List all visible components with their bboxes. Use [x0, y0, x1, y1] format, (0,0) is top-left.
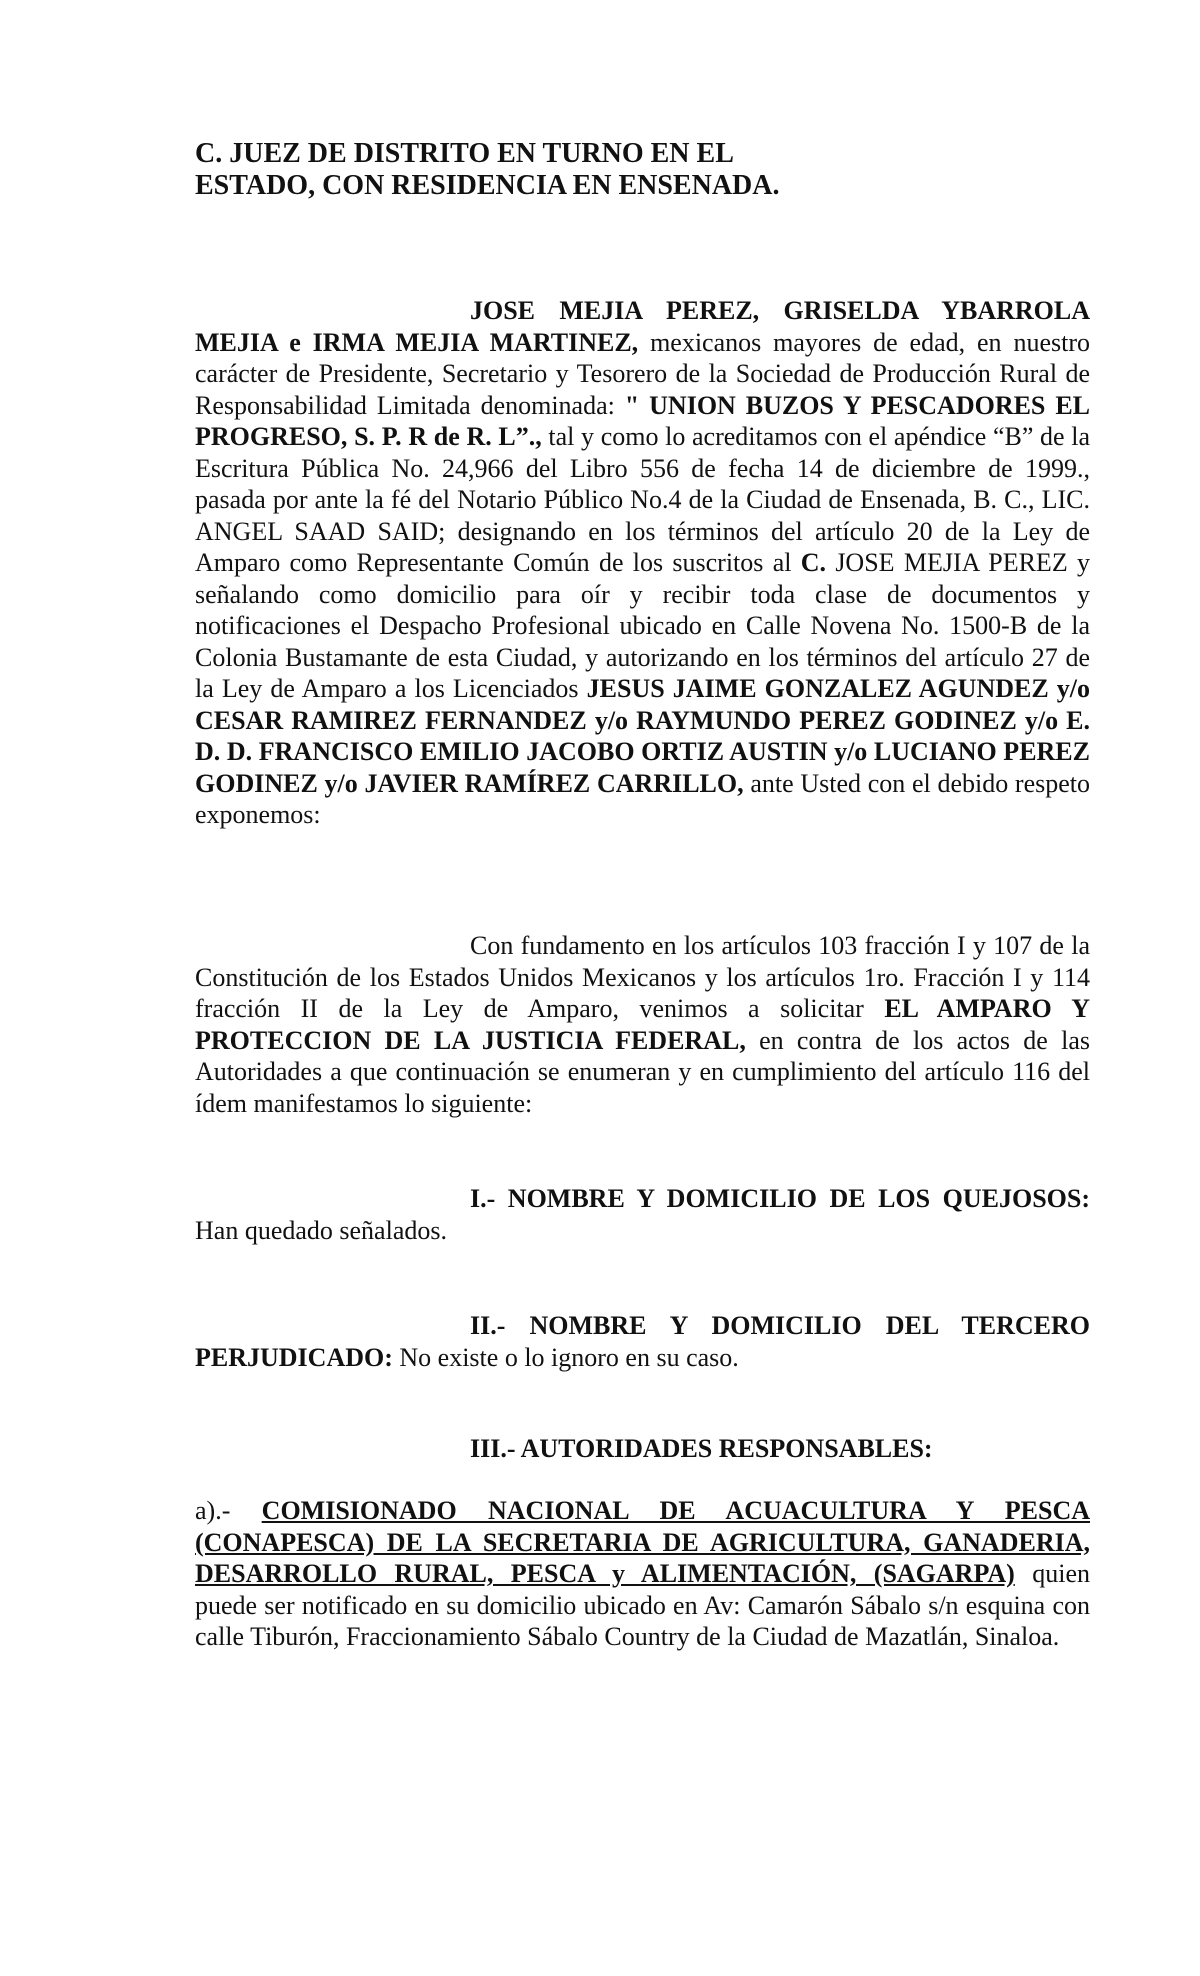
- item-a-authority: COMISIONADO NACIONAL DE ACUACULTURA Y PESCA (CONAPESCA) DE LA SECRETARIA DE AGRICULTURA, GANADERIA, DESARROLLO RURAL, PESCA y ALIMENTACIÓN, (SAGARPA): [195, 1496, 1090, 1588]
- fundamento-paragraph: [195, 930, 1090, 1119]
- section-2-heading: II.- NOMBRE Y DOMICILIO DEL TERCERO PERJUDICADO:: [195, 1311, 1090, 1372]
- item-a-label: a).-: [195, 1496, 262, 1525]
- promoventes-names: JOSE MEJIA PEREZ, GRISELDA YBARROLA MEJIA e IRMA MEJIA MARTINEZ,: [195, 296, 1090, 357]
- section-3-heading: III.- AUTORIDADES RESPONSABLES:: [470, 1434, 933, 1463]
- intro-text-2: tal y como lo acreditamos con el apéndice “B” de la Escritura Pública No. 24,966 del Libro 556 de fecha 14 de diciembre de 1999., pasada por ante la fé del Notario Público No.4 de la Ciudad de Ensenada, B. C., LIC. ANGEL SAAD SAID; designando en los términos del artículo 20 de la Ley de Amparo como Representante Común de los suscritos al: [195, 422, 1090, 577]
- addressee-line-2: ESTADO, CON RESIDENCIA EN ENSENADA.: [195, 170, 780, 201]
- fundamento-text-2: en contra de los actos de las Autoridades a que continuación se enumeran y en cumplimiento del artículo 116 del ídem manifestamos lo siguiente:: [195, 1025, 1090, 1118]
- section-2-text: No existe o lo ignoro en su caso.: [392, 1342, 739, 1372]
- addressee-line-1: C. JUEZ DE DISTRITO EN TURNO EN EL: [195, 138, 734, 169]
- section-1-quejosos: [195, 1183, 1090, 1246]
- c-abbrev: C.: [800, 548, 827, 577]
- intro-text-3: JOSE MEJIA PEREZ y señalando como domicilio para oír y recibir toda clase de documentos y notificaciones el Despacho Profesional ubicado en Calle Novena No. 1500-B de la Colonia Bustamante de esta Ciudad, y autorizando en los términos del artículo 27 de la Ley de Amparo a los Licenciados: [195, 548, 1090, 703]
- licenciados-names: JESUS JAIME GONZALEZ AGUNDEZ y/o CESAR RAMIREZ FERNANDEZ y/o RAYMUNDO PEREZ GODINEZ y/o E. D. D. FRANCISCO EMILIO JACOBO ORTIZ AUSTIN y/o LUCIANO PEREZ GODINEZ y/o JAVIER RAMÍREZ CARRILLO,: [195, 674, 1090, 798]
- sociedad-name: " UNION BUZOS Y PESCADORES EL PROGRESO, S. P. R de R. L”.,: [195, 390, 1090, 451]
- section-2-tercero: [195, 1310, 1090, 1373]
- intro-text-1: mexicanos mayores de edad, en nuestro carácter de Presidente, Secretario y Tesorero de la Sociedad de Producción Rural de Responsabilidad Limitada denominada:: [195, 327, 1090, 420]
- intro-text-4: ante Usted con el debido respeto exponemos:: [195, 768, 1091, 829]
- fundamento-text-1: Con fundamento en los artículos 103 fracción I y 107 de la Constitución de los Estados Unidos Mexicanos y los artículos 1ro. Fracción I y 114 fracción II de la Ley de Amparo, venimos a solicitar: [195, 931, 1090, 1023]
- section-1-text: Han quedado señalados.: [195, 1215, 447, 1245]
- amparo-request: EL AMPARO Y PROTECCION DE LA JUSTICIA FEDERAL,: [195, 994, 1091, 1055]
- section-3-item-a: [195, 1495, 1090, 1653]
- intro-paragraph: [195, 295, 1090, 831]
- section-1-heading: I.- NOMBRE Y DOMICILIO DE LOS QUEJOSOS:: [470, 1184, 1090, 1213]
- addressee-header: [195, 138, 895, 202]
- item-a-text: quien puede ser notificado en su domicilio ubicado en Av: Camarón Sábalo s/n esquina con calle Tiburón, Fraccionamiento Sábalo Country de la Ciudad de Mazatlán, Sinaloa.: [195, 1559, 1090, 1651]
